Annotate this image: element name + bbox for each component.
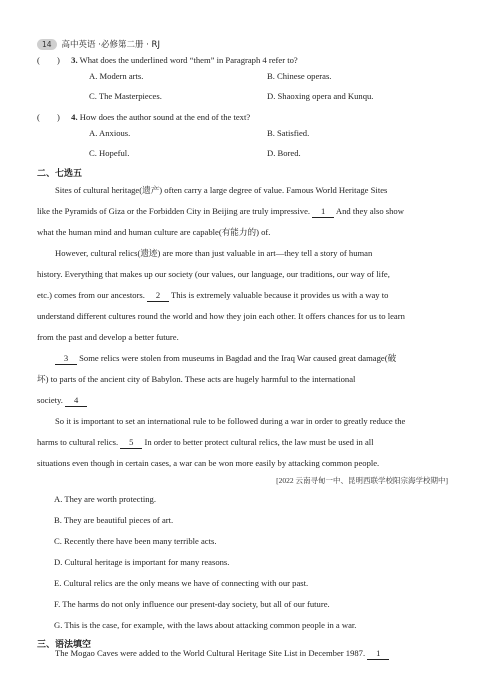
blank-1[interactable]: 1 xyxy=(312,206,334,218)
answer-paren[interactable]: ( ) xyxy=(37,112,60,122)
blank-4[interactable]: 4 xyxy=(65,395,87,407)
question-number: 3. xyxy=(71,55,78,65)
option[interactable]: C. The Masterpieces. xyxy=(89,91,162,101)
choice-item[interactable]: E. Cultural relics are the only means we have of connecting with our past. xyxy=(54,578,309,588)
choice-item[interactable]: B. They are beautiful pieces of art. xyxy=(54,515,174,525)
choice-item[interactable]: A. They are worth protecting. xyxy=(54,494,156,504)
option[interactable]: C. Hopeful. xyxy=(89,148,130,158)
option[interactable]: A. Modern arts. xyxy=(89,71,144,81)
section-title: 三、语法填空 xyxy=(37,640,92,650)
option[interactable]: B. Satisfied. xyxy=(267,128,310,138)
grammar-paragraph: The Mogao Caves were added to the World Cultural Heritage Site List in December 1987. 1 xyxy=(37,646,447,660)
section-title: 二、七选五 xyxy=(37,169,83,179)
page-header xyxy=(37,37,160,51)
blank-1[interactable]: 1 xyxy=(367,648,389,660)
question-3 xyxy=(37,54,298,66)
passage-paragraph-3: 3 Some relics were stolen from museums in Bagdad and the Iraq War caused great damage(破 坏) to parts of the ancient city of Babylon. These acts are hugely harmful to the international society. 4 xyxy=(37,353,397,405)
option[interactable]: D. Bored. xyxy=(267,148,301,158)
option[interactable]: B. Chinese operas. xyxy=(267,71,332,81)
question-4 xyxy=(37,111,250,123)
passage-paragraph-4: So it is important to set an international rule to be followed during a war in order to greatly reduce the harms to cultural relics. 5 In order to better protect cultural relics, the law must be used in all situations even though in certain cases, a war can be won more easily by attacking common people. xyxy=(37,416,406,468)
choice-item[interactable]: D. Cultural heritage is important for many reasons. xyxy=(54,557,230,567)
book-title: 高中英语 ·必修第二册 · RJ xyxy=(61,40,160,50)
passage-paragraph-2: However, cultural relics(遗迹) are more than just valuable in art—they tell a story of human history. Everything that makes up our society (our values, our language, our traditions, our way of life, etc.) comes from our ancestors. 2 This is extremely valuable because it provides us with a way to understand different cultures round the world and how they join each other. It offers chances for us to learn from the past and develop a better future. xyxy=(37,248,405,342)
question-text: How does the author sound at the end of the text? xyxy=(79,112,251,122)
page-number: 14 xyxy=(37,39,57,50)
blank-5[interactable]: 5 xyxy=(120,437,142,449)
choice-item[interactable]: F. The harms do not only influence our present-day society, but all of our future. xyxy=(54,599,330,609)
answer-paren[interactable]: ( ) xyxy=(37,55,60,65)
blank-2[interactable]: 2 xyxy=(147,290,169,302)
choice-list xyxy=(54,489,356,636)
choice-item[interactable]: G. This is the case, for example, with the laws about attacking common people in a war. xyxy=(54,620,357,630)
blank-3[interactable]: 3 xyxy=(55,353,77,365)
source-citation: [2022 云南寻甸一中、昆明西联学校阳宗海学校期中] xyxy=(276,476,448,485)
passage-paragraph-1: Sites of cultural heritage(遗产) often carry a large degree of value. Famous World Heritage Sites like the Pyramids of Giza or the Forbidden City in Beijing are truly impressive. 1 And they also show what the human mind and human culture are capable(有能力的) of. xyxy=(37,185,404,237)
choice-item[interactable]: C. Recently there have been many terrible acts. xyxy=(54,536,217,546)
option[interactable]: D. Shaoxing opera and Kunqu. xyxy=(267,91,374,101)
question-text: What does the underlined word “them” in Paragraph 4 refer to? xyxy=(79,55,298,65)
question-number: 4. xyxy=(71,112,78,122)
option[interactable]: A. Anxious. xyxy=(89,128,131,138)
